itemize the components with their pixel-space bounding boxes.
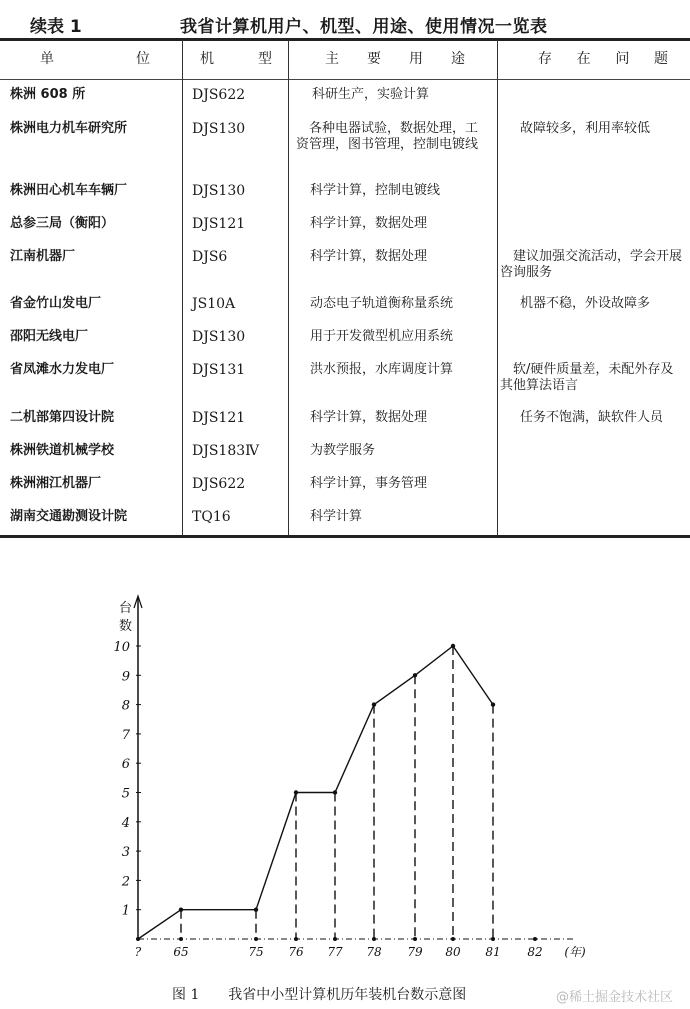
- data-point: [179, 908, 183, 912]
- header-char: 位: [136, 51, 150, 67]
- figure-label: 图 1: [172, 987, 200, 1003]
- cell-issue: 故障较多，利用率较低: [520, 121, 651, 136]
- header-char: 途: [451, 51, 465, 67]
- table-continued-label: 续表 1: [30, 17, 82, 37]
- cell-model: DJS6: [192, 249, 228, 265]
- x-tick-dot: [533, 937, 537, 941]
- table-title: 我省计算机用户、机型、用途、使用情况一览表: [180, 17, 548, 37]
- column-divider: [182, 40, 183, 535]
- x-tick-label: 81: [485, 945, 501, 959]
- x-tick-label: 75: [248, 945, 264, 959]
- x-tick-dot: [451, 937, 455, 941]
- cell-model: TQ16: [192, 509, 231, 525]
- x-tick-label: (年): [564, 945, 586, 959]
- cell-use: 科学计算，事务管理: [310, 476, 428, 491]
- x-tick-label: 79: [407, 945, 423, 959]
- cell-model: DJS130: [192, 183, 246, 199]
- table-bottom-rule: [0, 535, 690, 538]
- cell-use: 洪水预报，水库调度计算: [310, 362, 454, 377]
- cell-unit: 株洲湘江机器厂: [10, 476, 102, 491]
- cell-unit: 二机部第四设计院: [10, 410, 115, 425]
- header-char: 单: [40, 51, 54, 67]
- y-tick-label: 7: [121, 727, 130, 743]
- cell-model: DJS183Ⅳ: [192, 443, 260, 459]
- figure-caption-text: 我省中小型计算机历年装机台数示意图: [228, 987, 467, 1003]
- cell-issue: 软/硬件质量差，未配外存及其他算法语言: [500, 362, 674, 393]
- header-issue: [538, 48, 668, 68]
- cell-model: DJS131: [192, 362, 246, 378]
- x-tick-label: ?: [134, 945, 142, 959]
- cell-use: 为教学服务: [310, 443, 376, 458]
- cell-model: DJS130: [192, 329, 246, 345]
- cell-unit: 邵阳无线电厂: [10, 329, 89, 344]
- column-divider: [497, 40, 498, 535]
- cell-use: 科学计算，数据处理: [310, 410, 428, 425]
- header-char: 型: [258, 51, 272, 67]
- cell-use: 科学计算，数据处理: [310, 216, 428, 231]
- header-char: 在: [576, 51, 591, 67]
- cell-model: DJS622: [192, 87, 246, 103]
- header-char: 题: [653, 51, 668, 67]
- cell-use: 各种电器试验，数据处理，工资管理，图书管理，控制电镀线: [296, 121, 479, 152]
- y-tick-label: 1: [121, 903, 130, 919]
- cell-issue: 任务不饱满，缺软件人员: [520, 410, 664, 425]
- x-tick-label: 77: [327, 945, 343, 959]
- header-char: 机: [200, 51, 214, 67]
- data-point: [372, 702, 376, 706]
- data-point: [451, 644, 455, 648]
- x-tick-label: 76: [288, 945, 304, 959]
- cell-model: DJS121: [192, 216, 246, 232]
- data-point: [413, 673, 417, 677]
- cell-use: 科学计算，数据处理: [310, 249, 428, 264]
- y-tick-label: 3: [121, 845, 130, 861]
- cell-model: DJS622: [192, 476, 246, 492]
- cell-issue: 建议加强交流活动，学会开展咨询服务: [500, 249, 683, 280]
- table-top-rule: [0, 38, 690, 41]
- x-tick-label: 65: [173, 945, 189, 959]
- header-unit: [40, 48, 150, 68]
- data-point: [491, 702, 495, 706]
- x-tick-label: 80: [445, 945, 461, 959]
- y-tick-label: 8: [121, 698, 130, 714]
- data-point: [294, 790, 298, 794]
- y-tick-label: 4: [121, 815, 130, 831]
- cell-model: DJS130: [192, 121, 246, 137]
- cell-use: 动态电子轨道衡称量系统: [310, 296, 454, 311]
- cell-use: 科研生产，实验计算: [312, 87, 430, 102]
- cell-use: 科学计算，控制电镀线: [310, 183, 441, 198]
- data-line: [138, 646, 493, 939]
- header-char: 主: [325, 51, 339, 67]
- header-char: 要: [367, 51, 381, 67]
- cell-model: DJS121: [192, 410, 246, 426]
- y-axis-label: 数: [119, 619, 133, 634]
- data-point: [254, 908, 258, 912]
- header-use: [325, 48, 465, 68]
- header-char: 用: [409, 51, 423, 67]
- y-tick-label: 2: [121, 874, 130, 890]
- figure-caption: [172, 984, 466, 1004]
- y-tick-label: 5: [121, 786, 130, 802]
- column-divider: [288, 40, 289, 535]
- cell-model: JS10A: [192, 296, 236, 312]
- cell-use: 科学计算: [310, 509, 363, 524]
- cell-unit: 江南机器厂: [10, 249, 76, 264]
- data-point: [333, 790, 337, 794]
- installations-line-chart: [0, 580, 690, 970]
- table-title-row: [0, 6, 690, 36]
- cell-unit: 省金竹山发电厂: [10, 296, 102, 311]
- watermark: @稀土掘金技术社区: [556, 990, 674, 1005]
- header-char: 问: [615, 51, 630, 67]
- table-header-rule: [0, 79, 690, 80]
- cell-unit: 株洲铁道机械学校: [10, 443, 115, 458]
- cell-unit: 湖南交通勘测设计院: [10, 509, 128, 524]
- y-tick-label: 9: [121, 669, 130, 685]
- cell-unit: 株洲电力机车研究所: [10, 121, 128, 136]
- header-model: [200, 48, 272, 68]
- x-tick-label: 78: [366, 945, 382, 959]
- cell-unit: 总参三局（衡阳）: [10, 216, 115, 231]
- cell-unit: 株洲 608 所: [10, 87, 86, 102]
- cell-issue: 机器不稳，外设故障多: [520, 296, 651, 311]
- x-tick-label: 82: [527, 945, 543, 959]
- y-tick-label: 6: [121, 757, 130, 773]
- cell-use: 用于开发微型机应用系统: [310, 329, 454, 344]
- cell-unit: 省凤滩水力发电厂: [10, 362, 115, 377]
- header-char: 存: [538, 51, 552, 67]
- x-tick-dot: [413, 937, 417, 941]
- y-tick-label: 10: [113, 640, 130, 655]
- cell-unit: 株洲田心机车车辆厂: [10, 183, 128, 198]
- y-axis-label: 台: [119, 601, 133, 616]
